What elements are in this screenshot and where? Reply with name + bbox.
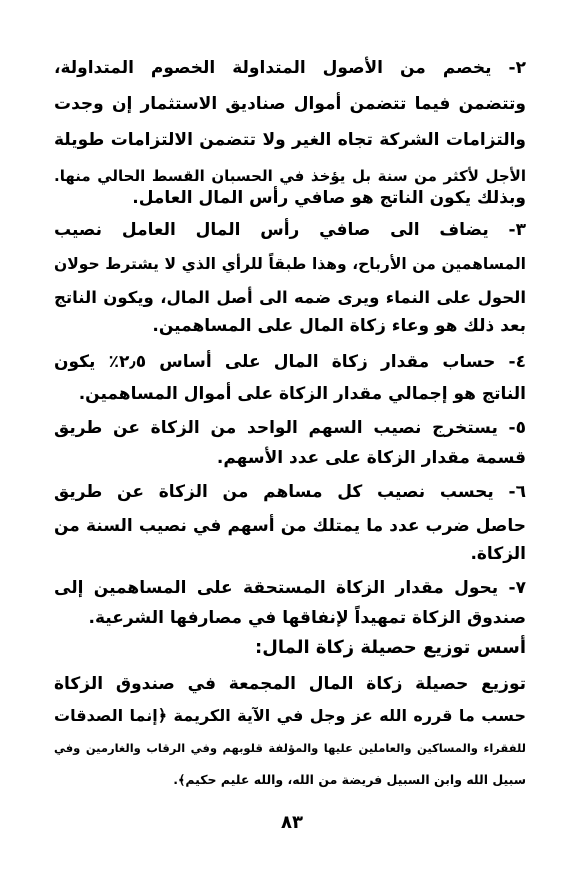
text-line-8: الحول على النماء ويرى ضمه الى أصل المال، ويكون الناتج bbox=[54, 288, 526, 307]
text-line-9: بعد ذلك هو وعاء زكاة المال على المساهمين. bbox=[152, 316, 526, 336]
text-line-13: قسمة مقدار الزكاة على عدد الأسهم. bbox=[216, 448, 526, 468]
text-line-15: حاصل ضرب عدد ما يمتلك من أسهم في نصيب السنة من bbox=[54, 516, 526, 536]
text-line-1: ٢- يخصم من الأصول المتداولة الخصوم المتداولة، bbox=[54, 58, 526, 78]
section-heading: أسس توزيع حصيلة زكاة المال: bbox=[255, 637, 526, 658]
page-number: ٨٣ bbox=[281, 812, 303, 833]
text-line-17: ٧- يحول مقدار الزكاة المستحقة على المساهمين إلى bbox=[54, 578, 526, 598]
verse-line-1: للفقراء والمساكين والعاملين عليها والمؤلفة قلوبهم وفي الرقاب والغارمين وفي bbox=[54, 741, 526, 755]
text-line-21: حسب ما قرره الله عز وجل في الآية الكريمة ﴿إنما الصدقات bbox=[54, 706, 526, 725]
text-line-5: وبذلك يكون الناتج هو صافي رأس المال العامل. bbox=[132, 188, 526, 208]
verse-line-2: سبيل الله وابن السبيل فريضة من الله، والله عليم حكيم﴾. bbox=[173, 772, 526, 787]
text-line-7: المساهمين من الأرباح، وهذا طبقاً للرأي الذي لا يشترط حولان bbox=[54, 255, 526, 273]
text-line-14: ٦- يحسب نصيب كل مساهم من الزكاة عن طريق bbox=[54, 482, 526, 502]
text-line-12: ٥- يستخرج نصيب السهم الواحد من الزكاة عن طريق bbox=[54, 418, 526, 438]
text-line-6: ٣- يضاف الى صافي رأس المال العامل نصيب bbox=[54, 220, 526, 240]
text-line-4: الأجل لأكثر من سنة بل يؤخذ في الحسبان القسط الحالي منها. bbox=[54, 167, 526, 185]
text-line-16: الزكاة. bbox=[470, 544, 526, 564]
text-line-18: صندوق الزكاة تمهيداً لإنفاقها في مصارفها الشرعية. bbox=[88, 608, 526, 628]
text-line-20: توزيع حصيلة زكاة المال المجمعة في صندوق الزكاة bbox=[54, 674, 526, 694]
text-line-11: الناتج هو إجمالي مقدار الزكاة على أموال المساهمين. bbox=[78, 384, 526, 404]
text-line-3: والتزامات الشركة تجاه الغير ولا تتضمن الالتزامات طويلة bbox=[54, 130, 526, 150]
text-line-10: ٤- حساب مقدار زكاة المال على أساس ٢٫٥٪ يكون bbox=[54, 352, 526, 372]
text-line-2: وتتضمن فيما تتضمن أموال صناديق الاستثمار إن وجدت bbox=[54, 94, 526, 114]
